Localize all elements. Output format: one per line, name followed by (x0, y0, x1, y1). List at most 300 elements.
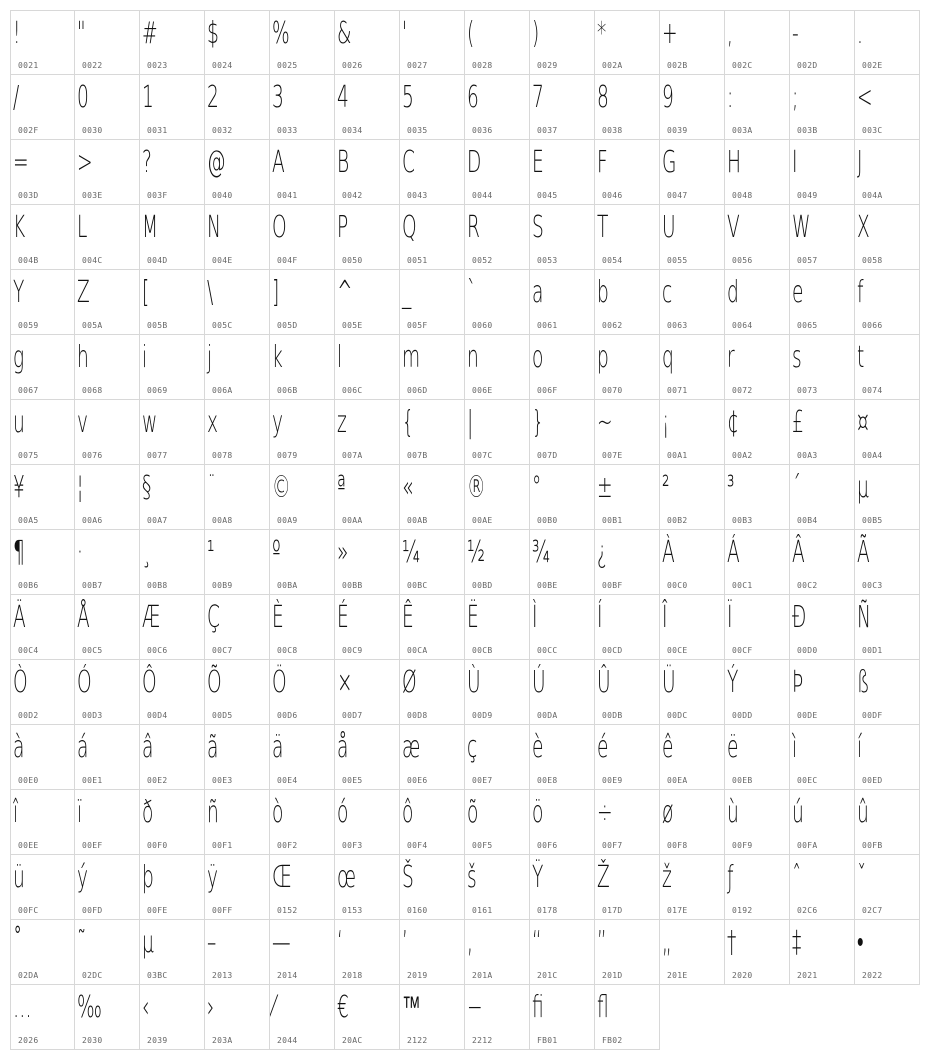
glyph-char: Ë (467, 600, 479, 635)
glyph-codepoint: 0023 (147, 61, 168, 70)
glyph-cell-003e (75, 140, 140, 205)
glyph-char: F (597, 145, 608, 180)
glyph-cell-00ef (75, 790, 140, 855)
glyph-char: 7 (532, 80, 544, 115)
glyph-char: c (662, 275, 673, 310)
glyph-char: 0 (77, 80, 89, 115)
glyph-char: ˆ (792, 860, 802, 895)
glyph-char: ¾ (532, 535, 551, 570)
glyph-char: ƒ (727, 860, 734, 895)
glyph-cell-0050 (335, 205, 400, 270)
glyph-char: t (857, 340, 865, 375)
glyph-cell-0192 (725, 855, 790, 920)
glyph-cell-005e (335, 270, 400, 335)
glyph-cell-00b8 (140, 530, 205, 595)
glyph-codepoint: 0032 (212, 126, 233, 135)
glyph-cell-0054 (595, 205, 660, 270)
glyph-char: à (13, 730, 25, 765)
glyph-cell-00f0 (140, 790, 205, 855)
glyph-codepoint: 00F1 (212, 841, 233, 850)
glyph-cell-00d6 (270, 660, 335, 725)
glyph-codepoint: 0021 (18, 61, 39, 70)
glyph-cell-004f (270, 205, 335, 270)
glyph-char: Û (597, 665, 611, 700)
glyph-cell-201d (595, 920, 660, 985)
glyph-codepoint: 00DF (862, 711, 883, 720)
glyph-cell-0069 (140, 335, 205, 400)
glyph-char: A (272, 145, 285, 180)
glyph-cell-0028 (465, 10, 530, 75)
glyph-cell-0073 (790, 335, 855, 400)
glyph-char: Ø (402, 665, 417, 700)
glyph-char: k (272, 340, 283, 375)
glyph-char: n (467, 340, 479, 375)
glyph-char: ë (727, 730, 739, 765)
glyph-char: \ (207, 275, 214, 310)
glyph-char: ™ (402, 990, 421, 1025)
glyph-char: ¢ (727, 405, 739, 440)
glyph-cell-006f (530, 335, 595, 400)
glyph-cell-02dc (75, 920, 140, 985)
glyph-codepoint: 00BD (472, 581, 493, 590)
glyph-codepoint: 003A (732, 126, 753, 135)
glyph-cell-00c7 (205, 595, 270, 660)
glyph-codepoint: 2020 (732, 971, 753, 980)
glyph-char: ß (857, 665, 870, 700)
glyph-codepoint: 007A (342, 451, 363, 460)
glyph-char: ó (337, 795, 349, 830)
glyph-cell-0064 (725, 270, 790, 335)
glyph-cell-0055 (660, 205, 725, 270)
glyph-char: ' (402, 16, 408, 51)
glyph-codepoint: 0028 (472, 61, 493, 70)
glyph-cell-002f (10, 75, 75, 140)
glyph-cell-00ed (855, 725, 920, 790)
glyph-cell-0036 (465, 75, 530, 140)
glyph-cell-fb01 (530, 985, 595, 1050)
glyph-char: V (727, 210, 740, 245)
glyph-cell-005b (140, 270, 205, 335)
glyph-codepoint: 00C8 (277, 646, 298, 655)
glyph-codepoint: 00E1 (82, 776, 103, 785)
glyph-cell-00a8 (205, 465, 270, 530)
glyph-codepoint: 00FF (212, 906, 233, 915)
glyph-codepoint: 00F5 (472, 841, 493, 850)
glyph-char: [ (142, 275, 150, 310)
glyph-char: ï (77, 795, 83, 830)
glyph-cell-00a1 (660, 400, 725, 465)
glyph-cell-005a (75, 270, 140, 335)
glyph-cell-00a5 (10, 465, 75, 530)
glyph-char: 3 (272, 80, 284, 115)
glyph-cell-0030 (75, 75, 140, 140)
glyph-char: } (532, 405, 544, 440)
glyph-cell-006c (335, 335, 400, 400)
glyph-cell-003f (140, 140, 205, 205)
glyph-char: s (792, 340, 802, 375)
glyph-cell-017e (660, 855, 725, 920)
glyph-char: H (727, 145, 741, 180)
glyph-codepoint: 007D (537, 451, 558, 460)
glyph-codepoint: 2044 (277, 1036, 298, 1045)
glyph-codepoint: 00E0 (18, 776, 39, 785)
glyph-codepoint: 003D (18, 191, 39, 200)
glyph-codepoint: 2019 (407, 971, 428, 980)
glyph-char: Æ (142, 600, 161, 635)
glyph-char: ÿ (207, 860, 219, 895)
glyph-cell-0022 (75, 10, 140, 75)
glyph-codepoint: 00BB (342, 581, 363, 590)
glyph-codepoint: 0029 (537, 61, 558, 70)
glyph-codepoint: 0069 (147, 386, 168, 395)
glyph-char: o (532, 340, 544, 375)
glyph-cell-00d8 (400, 660, 465, 725)
glyph-char: ˚ (13, 925, 23, 960)
glyph-codepoint: 0030 (82, 126, 103, 135)
glyph-cell-00a6 (75, 465, 140, 530)
glyph-codepoint: 0161 (472, 906, 493, 915)
glyph-char: 5 (402, 80, 414, 115)
glyph-cell-0033 (270, 75, 335, 140)
glyph-codepoint: 00FA (797, 841, 818, 850)
glyph-char: – (207, 925, 217, 960)
glyph-codepoint: 0152 (277, 906, 298, 915)
glyph-codepoint: 017D (602, 906, 623, 915)
glyph-char: C (402, 145, 415, 180)
glyph-cell-00e0 (10, 725, 75, 790)
glyph-char: x (207, 405, 219, 440)
glyph-codepoint: 005E (342, 321, 363, 330)
glyph-cell-004d (140, 205, 205, 270)
glyph-char: ª (337, 470, 346, 505)
glyph-codepoint: 0053 (537, 256, 558, 265)
glyph-codepoint: 00DA (537, 711, 558, 720)
glyph-codepoint: 00A1 (667, 451, 688, 460)
glyph-char: ; (792, 80, 799, 115)
glyph-codepoint: 004A (862, 191, 883, 200)
glyph-cell-00f8 (660, 790, 725, 855)
glyph-codepoint: 003E (82, 191, 103, 200)
glyph-cell-0042 (335, 140, 400, 205)
glyph-char: † (727, 925, 737, 960)
glyph-codepoint: 00B7 (82, 581, 103, 590)
glyph-codepoint: 006A (212, 386, 233, 395)
glyph-char: Ÿ (532, 860, 544, 895)
glyph-char: © (272, 470, 291, 505)
glyph-char: Q (402, 210, 417, 245)
glyph-codepoint: 0153 (342, 906, 363, 915)
glyph-cell-203a (205, 985, 270, 1050)
glyph-char: » (337, 535, 349, 570)
glyph-codepoint: 003F (147, 191, 168, 200)
glyph-char: : (727, 80, 734, 115)
glyph-char: ø (662, 795, 674, 830)
glyph-cell-00d4 (140, 660, 205, 725)
glyph-char: 8 (597, 80, 609, 115)
glyph-codepoint: 0050 (342, 256, 363, 265)
glyph-char: w (142, 405, 158, 440)
glyph-cell-00a9 (270, 465, 335, 530)
glyph-cell-00c2 (790, 530, 855, 595)
glyph-char: ½ (467, 535, 486, 570)
glyph-cell-00c1 (725, 530, 790, 595)
glyph-cell-02c6 (790, 855, 855, 920)
glyph-codepoint: 0075 (18, 451, 39, 460)
glyph-char: g (13, 340, 25, 375)
glyph-cell-0062 (595, 270, 660, 335)
glyph-char: ’ (402, 925, 408, 960)
glyph-char: ~ (597, 405, 613, 440)
glyph-cell-0047 (660, 140, 725, 205)
glyph-cell-00cd (595, 595, 660, 660)
glyph-codepoint: 00BC (407, 581, 428, 590)
glyph-codepoint: 006B (277, 386, 298, 395)
glyph-cell-0045 (530, 140, 595, 205)
glyph-char: ç (467, 730, 478, 765)
glyph-char: q (662, 340, 674, 375)
glyph-codepoint: 00D4 (147, 711, 168, 720)
glyph-codepoint: 00A5 (18, 516, 39, 525)
glyph-codepoint: 0065 (797, 321, 818, 330)
glyph-char: Ô (142, 665, 157, 700)
glyph-cell-00e5 (335, 725, 400, 790)
glyph-codepoint: 00C3 (862, 581, 883, 590)
glyph-codepoint: 00F3 (342, 841, 363, 850)
glyph-char: ¡ (662, 405, 670, 440)
glyph-char: ¤ (857, 405, 869, 440)
glyph-codepoint: 00C9 (342, 646, 363, 655)
glyph-cell-005f (400, 270, 465, 335)
glyph-char: h (77, 340, 89, 375)
glyph-codepoint: 0072 (732, 386, 753, 395)
glyph-codepoint: 00A7 (147, 516, 168, 525)
glyph-codepoint: 2022 (862, 971, 883, 980)
glyph-codepoint: 2030 (82, 1036, 103, 1045)
glyph-cell-0027 (400, 10, 465, 75)
glyph-char: | (467, 405, 474, 440)
glyph-char: S (532, 210, 544, 245)
glyph-cell-00c4 (10, 595, 75, 660)
glyph-char: / (13, 80, 20, 115)
glyph-codepoint: 00F6 (537, 841, 558, 850)
glyph-codepoint: 0062 (602, 321, 623, 330)
glyph-codepoint: 0070 (602, 386, 623, 395)
glyph-cell-0153 (335, 855, 400, 920)
glyph-codepoint: 00B4 (797, 516, 818, 525)
glyph-char: ] (272, 275, 280, 310)
glyph-codepoint: 00C1 (732, 581, 753, 590)
glyph-cell-007c (465, 400, 530, 465)
glyph-char: ` (467, 275, 477, 310)
glyph-char: Ê (402, 600, 414, 635)
glyph-cell-00d2 (10, 660, 75, 725)
glyph-codepoint: 00B2 (667, 516, 688, 525)
glyph-cell-00d9 (465, 660, 530, 725)
glyph-char: r (727, 340, 735, 375)
glyph-cell-00ee (10, 790, 75, 855)
glyph-cell-0161 (465, 855, 530, 920)
glyph-cell-0061 (530, 270, 595, 335)
glyph-cell-0044 (465, 140, 530, 205)
glyph-cell-0074 (855, 335, 920, 400)
glyph-char: Ö (272, 665, 287, 700)
glyph-codepoint: 00F0 (147, 841, 168, 850)
glyph-char: ö (532, 795, 544, 830)
glyph-cell-2044 (270, 985, 335, 1050)
glyph-codepoint: 006F (537, 386, 558, 395)
glyph-cell-2021 (790, 920, 855, 985)
glyph-char: ® (467, 470, 486, 505)
glyph-codepoint: 00E6 (407, 776, 428, 785)
glyph-cell-0059 (10, 270, 75, 335)
glyph-codepoint: 00BF (602, 581, 623, 590)
glyph-char: < (857, 80, 873, 115)
glyph-char: ´ (792, 470, 801, 505)
glyph-char: Ì (532, 600, 538, 635)
glyph-cell-003c (855, 75, 920, 140)
glyph-codepoint: 0160 (407, 906, 428, 915)
glyph-codepoint: 2026 (18, 1036, 39, 1045)
glyph-cell-007a (335, 400, 400, 465)
glyph-cell-00f3 (335, 790, 400, 855)
glyph-codepoint: 0056 (732, 256, 753, 265)
glyph-char: M (142, 210, 159, 245)
glyph-char: Ý (727, 665, 739, 700)
glyph-codepoint: 00B9 (212, 581, 233, 590)
glyph-codepoint: 004B (18, 256, 39, 265)
glyph-char: — (272, 925, 291, 960)
glyph-codepoint: FB01 (537, 1036, 558, 1045)
glyph-cell-006e (465, 335, 530, 400)
glyph-cell-00dc (660, 660, 725, 725)
glyph-codepoint: 0034 (342, 126, 363, 135)
glyph-codepoint: 00C6 (147, 646, 168, 655)
glyph-char: ã (207, 730, 219, 765)
glyph-codepoint: 00D2 (18, 711, 39, 720)
glyph-cell-0076 (75, 400, 140, 465)
glyph-codepoint: 0066 (862, 321, 883, 330)
glyph-codepoint: 00AA (342, 516, 363, 525)
glyph-cell-0031 (140, 75, 205, 140)
glyph-char: 9 (662, 80, 674, 115)
glyph-codepoint: 007E (602, 451, 623, 460)
glyph-char: Ú (532, 665, 546, 700)
glyph-cell-002b (660, 10, 725, 75)
glyph-char: # (142, 16, 158, 51)
glyph-cell-0023 (140, 10, 205, 75)
glyph-cell-004e (205, 205, 270, 270)
glyph-char: ‰ (77, 990, 102, 1025)
glyph-char: ? (142, 145, 152, 180)
glyph-codepoint: 002F (18, 126, 39, 135)
glyph-cell-002c (725, 10, 790, 75)
glyph-codepoint: 00DE (797, 711, 818, 720)
glyph-cell-00f9 (725, 790, 790, 855)
glyph-cell-00b4 (790, 465, 855, 530)
glyph-char: ‚ (467, 925, 473, 960)
glyph-char: ˇ (857, 860, 867, 895)
glyph-cell-00bf (595, 530, 660, 595)
glyph-cell-00be (530, 530, 595, 595)
glyph-codepoint: 0076 (82, 451, 103, 460)
glyph-cell-00e8 (530, 725, 595, 790)
glyph-codepoint: 002B (667, 61, 688, 70)
glyph-codepoint: 00EA (667, 776, 688, 785)
glyph-cell-0051 (400, 205, 465, 270)
glyph-char: Y (13, 275, 25, 310)
glyph-codepoint: 00E9 (602, 776, 623, 785)
glyph-char: , (727, 16, 733, 51)
glyph-cell-2019 (400, 920, 465, 985)
glyph-codepoint: 00B0 (537, 516, 558, 525)
glyph-codepoint: 2013 (212, 971, 233, 980)
glyph-cell-002d (790, 10, 855, 75)
glyph-codepoint: 0026 (342, 61, 363, 70)
glyph-cell-00c5 (75, 595, 140, 660)
glyph-codepoint: 0054 (602, 256, 623, 265)
glyph-char: ‘ (337, 925, 343, 960)
glyph-cell-0052 (465, 205, 530, 270)
glyph-char: K (13, 210, 26, 245)
glyph-char: Ð (792, 600, 807, 635)
glyph-cell-004b (10, 205, 75, 270)
glyph-char: Ó (77, 665, 92, 700)
glyph-cell-0037 (530, 75, 595, 140)
glyph-codepoint: 00DC (667, 711, 688, 720)
glyph-char: ž (662, 860, 672, 895)
glyph-cell-00ca (400, 595, 465, 660)
glyph-codepoint: 2014 (277, 971, 298, 980)
glyph-char: ¸ (142, 535, 152, 570)
glyph-codepoint: 00B1 (602, 516, 623, 525)
glyph-char: · (77, 535, 83, 570)
glyph-codepoint: 0037 (537, 126, 558, 135)
glyph-cell-00a7 (140, 465, 205, 530)
glyph-char: 1 (142, 80, 154, 115)
glyph-codepoint: 005D (277, 321, 298, 330)
glyph-char: ¿ (597, 535, 607, 570)
glyph-char: D (467, 145, 482, 180)
glyph-cell-00df (855, 660, 920, 725)
glyph-cell-003d (10, 140, 75, 205)
glyph-codepoint: 00A4 (862, 451, 883, 460)
glyph-char: „ (662, 925, 672, 960)
glyph-codepoint: 2122 (407, 1036, 428, 1045)
glyph-cell-00c6 (140, 595, 205, 660)
glyph-char: { (402, 405, 414, 440)
glyph-codepoint: 005B (147, 321, 168, 330)
glyph-codepoint: 0051 (407, 256, 428, 265)
glyph-cell-00de (790, 660, 855, 725)
glyph-char: œ (337, 860, 357, 895)
glyph-cell-00c8 (270, 595, 335, 660)
glyph-cell-2212 (465, 985, 530, 1050)
glyph-codepoint: 00F8 (667, 841, 688, 850)
glyph-char: Î (662, 600, 668, 635)
glyph-codepoint: 20AC (342, 1036, 363, 1045)
glyph-cell-00f4 (400, 790, 465, 855)
glyph-char: 6 (467, 80, 479, 115)
glyph-codepoint: 00B3 (732, 516, 753, 525)
glyph-char: 2 (207, 80, 219, 115)
glyph-codepoint: FB02 (602, 1036, 623, 1045)
glyph-char: µ (857, 470, 869, 505)
glyph-char: " (77, 16, 86, 51)
glyph-cell-00aa (335, 465, 400, 530)
glyph-cell-006a (205, 335, 270, 400)
glyph-codepoint: 00D8 (407, 711, 428, 720)
glyph-cell-0039 (660, 75, 725, 140)
